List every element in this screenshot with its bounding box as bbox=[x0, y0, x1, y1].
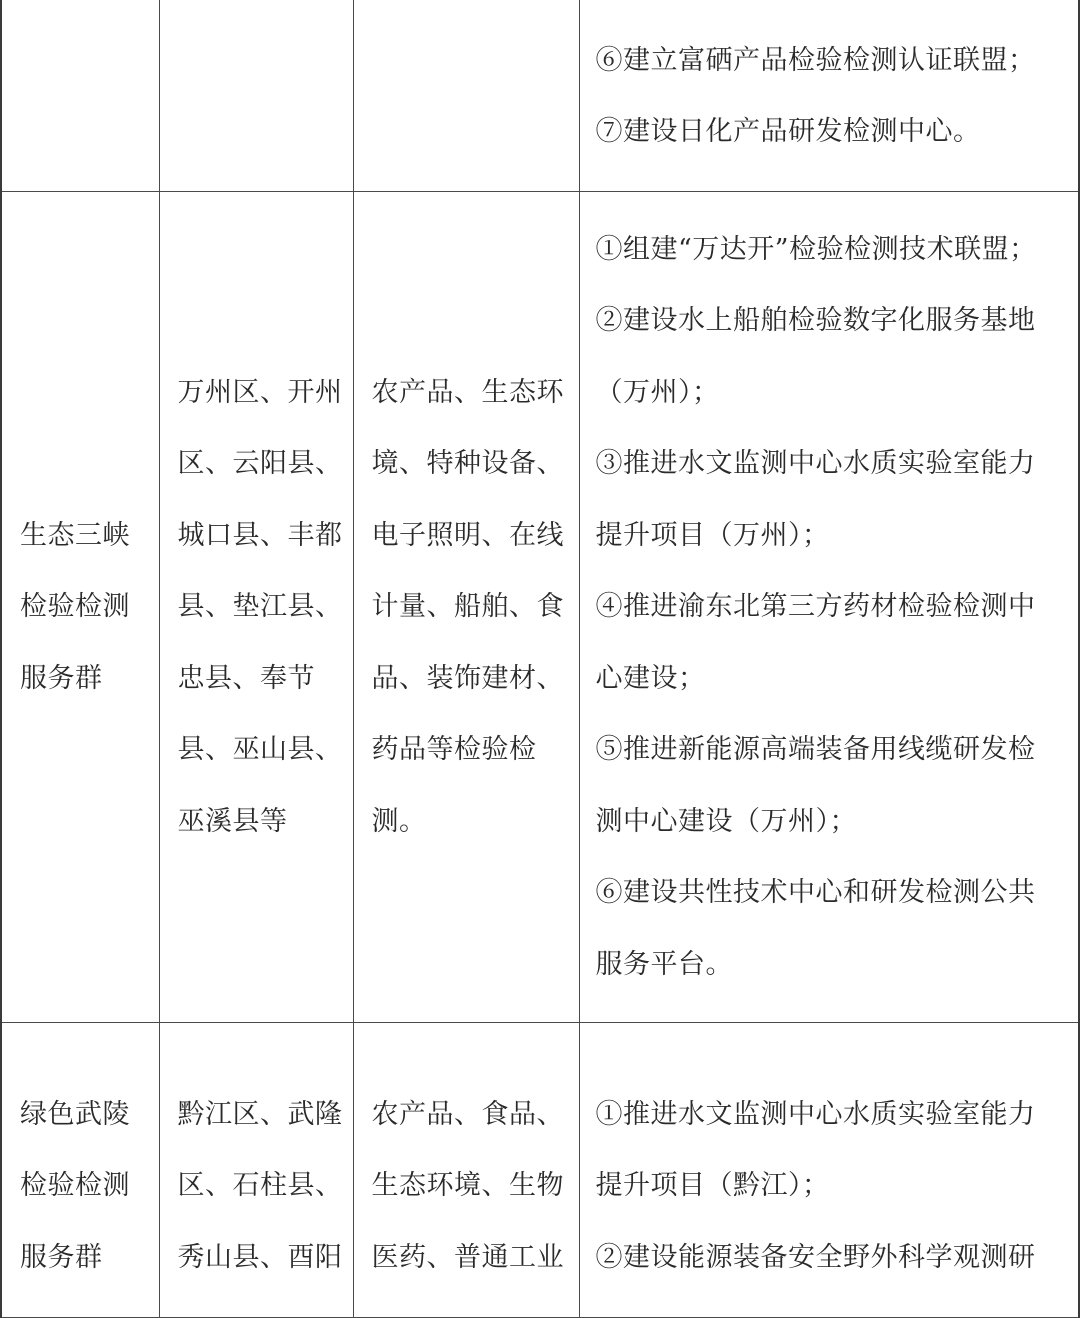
fields-cell bbox=[353, 1023, 579, 1318]
project-line: ⑦建设日化产品研发检测中心。 bbox=[595, 116, 981, 147]
project-line: 提升项目（黔江）； bbox=[595, 1170, 830, 1202]
fields-line: 品、装饰建材、 bbox=[371, 662, 564, 694]
project-line: ⑤推进新能源高端装备用线缆研发检 bbox=[595, 734, 1036, 766]
projects-cell bbox=[579, 0, 1079, 192]
table-row bbox=[1, 0, 1079, 192]
table-row bbox=[1, 1023, 1079, 1318]
project-line: ②建设水上船舶检验数字化服务基地 bbox=[595, 305, 1036, 337]
areas-line: 县、巫山县、 bbox=[177, 734, 343, 766]
region-line: 检验检测 bbox=[20, 1170, 130, 1202]
areas-cell bbox=[159, 192, 353, 1023]
areas-line: 区、云阳县、 bbox=[177, 448, 343, 480]
project-line: 心建设； bbox=[595, 662, 706, 694]
project-line: 服务平台。 bbox=[595, 948, 733, 980]
areas-line: 城口县、丰都 bbox=[177, 519, 343, 551]
fields-line: 测。 bbox=[371, 805, 427, 837]
project-line: ②建设能源装备安全野外科学观测研 bbox=[595, 1241, 1036, 1273]
fields-line: 电子照明、在线 bbox=[371, 519, 564, 551]
projects-cell bbox=[579, 192, 1079, 1023]
project-line: ⑥建设共性技术中心和研发检测公共 bbox=[595, 877, 1036, 909]
fields-line: 农产品、食品、 bbox=[371, 1098, 564, 1130]
areas-cell bbox=[159, 0, 353, 192]
region-cell bbox=[1, 0, 159, 192]
project-line: ①组建“万达开”检验检测技术联盟； bbox=[595, 233, 1037, 265]
region-line: 服务群 bbox=[20, 1241, 103, 1273]
areas-line: 区、石柱县、 bbox=[177, 1170, 343, 1202]
areas-cell bbox=[159, 1023, 353, 1318]
region-line: 服务群 bbox=[20, 662, 103, 694]
areas-line: 黔江区、武隆 bbox=[177, 1098, 343, 1130]
region-line: 生态三峡 bbox=[20, 519, 130, 551]
areas-line: 县、垫江县、 bbox=[177, 591, 343, 623]
areas-line: 巫溪县等 bbox=[177, 805, 288, 837]
fields-line: 药品等检验检 bbox=[371, 734, 537, 766]
table-row bbox=[1, 192, 1079, 1023]
region-cell bbox=[1, 1023, 159, 1318]
project-line: ⑥建立富硒产品检验检测认证联盟； bbox=[595, 44, 1036, 76]
fields-line: 农产品、生态环 bbox=[371, 376, 564, 408]
project-line: （万州）； bbox=[595, 376, 720, 408]
project-line: ①推进水文监测中心水质实验室能力 bbox=[595, 1098, 1036, 1130]
project-line: ④推进渝东北第三方药材检验检测中 bbox=[595, 591, 1036, 623]
project-line: 测中心建设（万州）； bbox=[595, 805, 857, 837]
region-line: 检验检测 bbox=[20, 591, 130, 623]
projects-cell bbox=[579, 1023, 1079, 1318]
region-line: 绿色武陵 bbox=[20, 1098, 130, 1130]
project-line: 提升项目（万州）； bbox=[595, 519, 830, 551]
fields-line: 计量、船舶、食 bbox=[371, 591, 564, 623]
areas-line: 秀山县、酉阳 bbox=[177, 1241, 343, 1273]
areas-line: 忠县、奉节 bbox=[177, 662, 315, 694]
fields-line: 境、特种设备、 bbox=[371, 448, 564, 480]
fields-cell bbox=[353, 192, 579, 1023]
fields-cell bbox=[353, 0, 579, 192]
areas-line: 万州区、开州 bbox=[177, 376, 343, 408]
project-line: ③推进水文监测中心水质实验室能力 bbox=[595, 448, 1036, 480]
fields-line: 医药、普通工业 bbox=[371, 1241, 564, 1273]
region-cell bbox=[1, 192, 159, 1023]
fields-line: 生态环境、生物 bbox=[371, 1170, 564, 1202]
